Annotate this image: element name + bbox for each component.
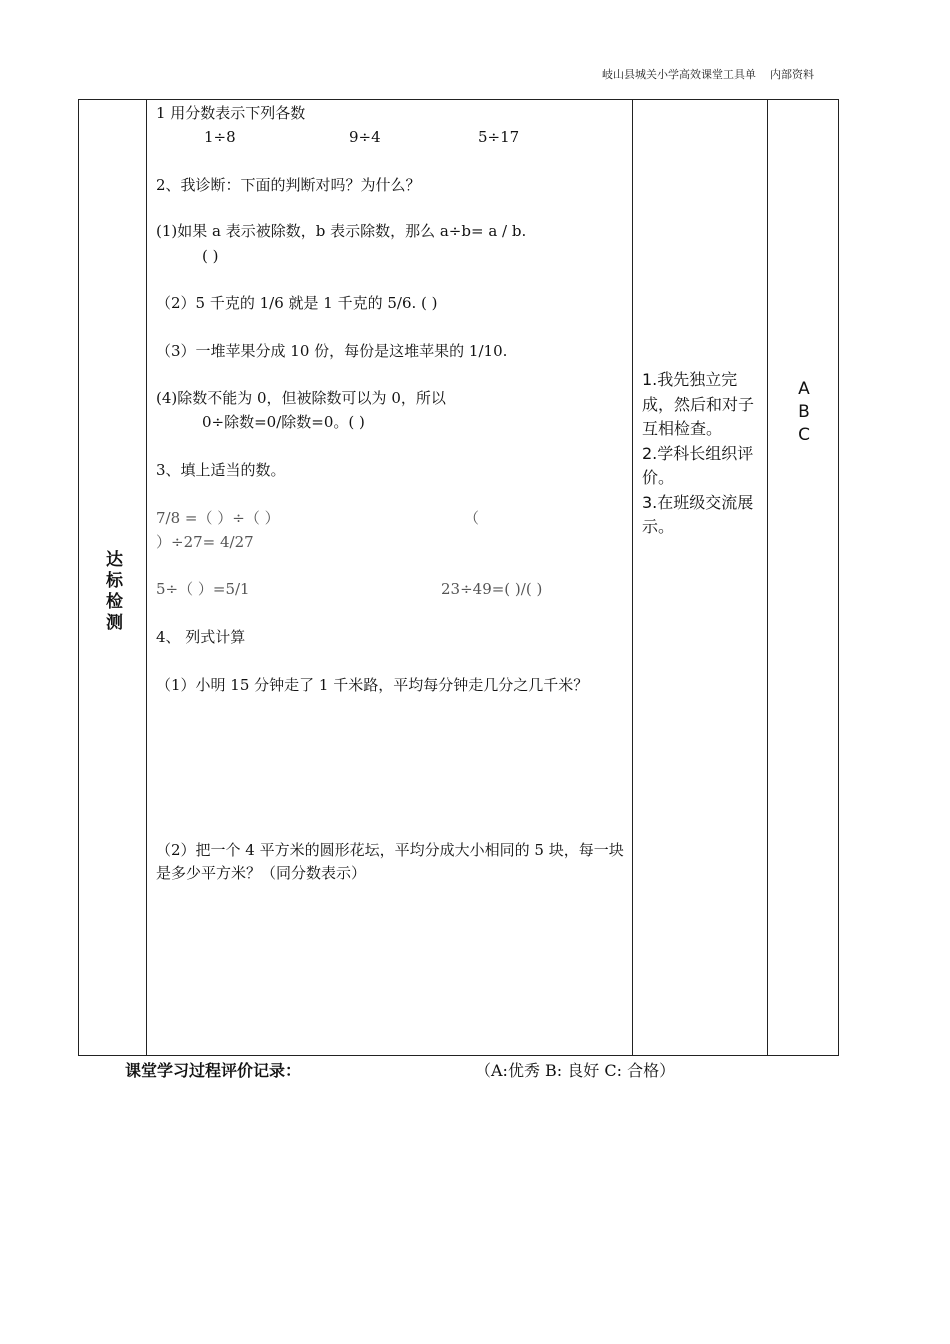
q2-title: 2、我诊断：下面的判断对吗？为什么？ [156,176,421,194]
instruction-item: 3.在班级交流展示。 [642,492,754,536]
q2-item3: （3）一堆苹果分成 10 份，每份是这堆苹果的 1/10. [156,342,508,360]
page-header [602,66,814,82]
q3-row2-a: 5÷（ ）=5/1 [156,580,250,598]
q2-item2: （2）5 千克的 1/6 就是 1 千克的 5/6. ( ) [156,294,438,312]
instructions-cell [642,368,767,540]
q3-row1-a: 7/8 =（ ）÷（ ） [156,509,280,527]
instruction-item: 2.学科长组织评价。 [642,443,754,487]
q3-row1-c: ）÷27= 4/27 [156,533,254,551]
q1-item: 1÷8 [204,128,236,146]
header-note: 内部资料 [770,68,814,81]
q2-item1-answer: ( ) [202,247,219,265]
column-divider [767,100,768,1055]
grade-a: A [798,379,810,399]
header-school: 岐山县城关小学高效课堂工具单 [602,68,756,81]
q2-item4: (4)除数不能为 0，但被除数可以为 0，所以 [156,389,446,407]
grade-b: B [798,402,810,422]
q1-item: 5÷17 [478,128,520,146]
column-divider [632,100,633,1055]
q4-title: 4、 列式计算 [156,628,246,646]
evaluation-record-label: 课堂学习过程评价记录： [125,1061,302,1080]
section-label: 达标检测 [102,549,122,634]
q1-item: 9÷4 [349,128,381,146]
q1-title: 1 用分数表示下列各数 [156,104,306,122]
q4-item2: （2）把一个 4 平方米的圆形花坛，平均分成大小相同的 5 块，每一块是多少平方米？（同分数表示） [156,841,624,882]
q2-item4-cont: 0÷除数=0/除数=0。( ) [202,413,365,431]
grade-legend: （A:优秀 B: 良好 C: 合格） [475,1061,676,1080]
worksheet-table [78,99,839,1056]
grade-c: C [798,425,810,445]
instruction-item: 1.我先独立完成，然后和对子互相检查。 [642,370,755,438]
q2-item1: (1)如果 a 表示被除数，b 表示除数，那么 a÷b= a / b. [156,222,527,240]
q3-title: 3、填上适当的数。 [156,461,286,479]
section-label-cell [79,100,146,1055]
q3-row1-b: （ [464,509,480,527]
q3-row2-b: 23÷49=( )/( ) [441,580,543,598]
q4-item1: （1）小明 15 分钟走了 1 千米路，平均每分钟走几分之几千米？ [156,676,589,694]
grade-cell [768,378,840,447]
column-divider [146,100,147,1055]
